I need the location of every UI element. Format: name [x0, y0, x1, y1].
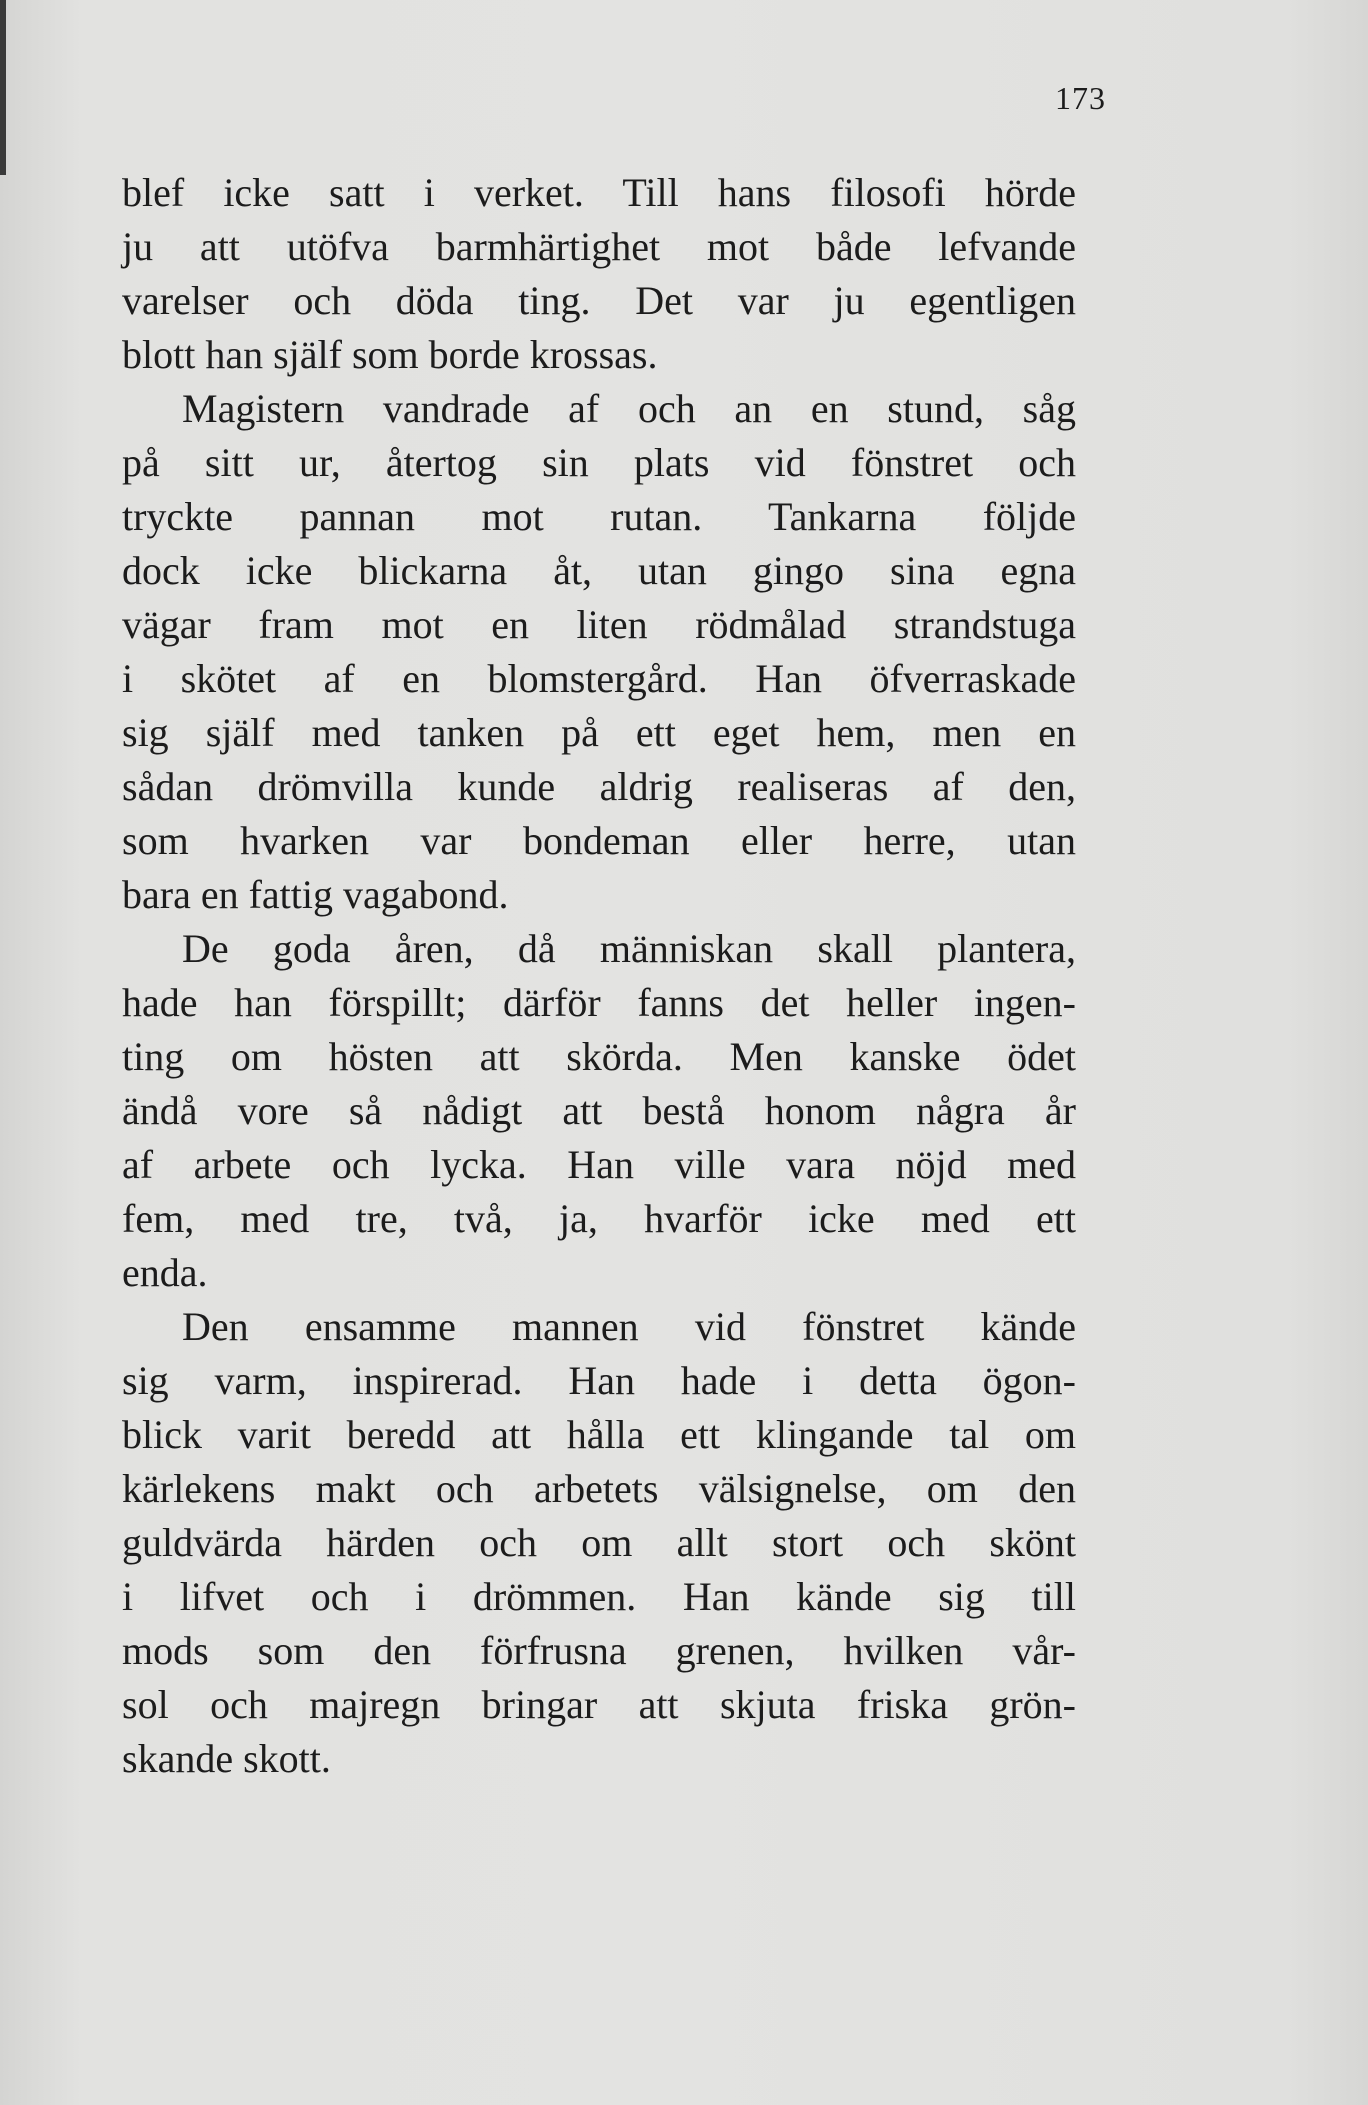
text-line: guldvärda härden och om allt stort och skönt — [122, 1520, 1076, 1565]
text-line: tryckte pannan mot rutan. Tankarna följde — [122, 494, 1076, 539]
body-text — [122, 166, 1076, 1786]
text-line: i skötet af en blomstergård. Han öfverraskade — [122, 656, 1076, 701]
text-line: sådan drömvilla kunde aldrig realiseras af den, — [122, 764, 1076, 809]
text-line: ju att utöfva barmhärtighet mot både lefvande — [122, 224, 1076, 269]
text-line: vägar fram mot en liten rödmålad strandstuga — [122, 602, 1076, 647]
paragraph — [122, 1300, 1076, 1786]
text-line: sol och majregn bringar att skjuta friska grön- — [122, 1682, 1076, 1727]
text-line: blick varit beredd att hålla ett klingande tal om — [122, 1412, 1076, 1457]
text-line: i lifvet och i drömmen. Han kände sig till — [122, 1574, 1076, 1619]
text-line: skande skott. — [122, 1736, 331, 1781]
text-line: enda. — [122, 1250, 208, 1295]
text-line: på sitt ur, återtog sin plats vid fönstret och — [122, 440, 1076, 485]
paragraph — [122, 166, 1076, 382]
text-line: ändå vore så nådigt att bestå honom några år — [122, 1088, 1076, 1133]
text-line: hade han förspillt; därför fanns det heller ingen- — [122, 980, 1076, 1025]
text-line: Den ensamme mannen vid fönstret kände — [182, 1304, 1076, 1349]
paragraph — [122, 382, 1076, 922]
text-line: som hvarken var bondeman eller herre, utan — [122, 818, 1076, 863]
text-line: varelser och döda ting. Det var ju egentligen — [122, 278, 1076, 323]
text-line: bara en fattig vagabond. — [122, 872, 509, 917]
page-number: 173 — [1055, 80, 1106, 116]
text-line: kärlekens makt och arbetets välsignelse, om den — [122, 1466, 1076, 1511]
text-line: Magistern vandrade af och an en stund, såg — [182, 386, 1076, 431]
text-line: blott han själf som borde krossas. — [122, 332, 658, 377]
text-line: fem, med tre, två, ja, hvarför icke med ett — [122, 1196, 1076, 1241]
text-line: ting om hösten att skörda. Men kanske ödet — [122, 1034, 1076, 1079]
text-line: dock icke blickarna åt, utan gingo sina egna — [122, 548, 1076, 593]
text-line: mods som den förfrusna grenen, hvilken vår- — [122, 1628, 1076, 1673]
text-line: af arbete och lycka. Han ville vara nöjd med — [122, 1142, 1076, 1187]
text-line: De goda åren, då människan skall plantera, — [182, 926, 1076, 971]
text-line: sig varm, inspirerad. Han hade i detta ögon- — [122, 1358, 1076, 1403]
text-line: sig själf med tanken på ett eget hem, men en — [122, 710, 1076, 755]
text-line: blef icke satt i verket. Till hans filosofi hörde — [122, 170, 1076, 215]
page-edge-shadow — [0, 0, 6, 175]
paragraph — [122, 922, 1076, 1300]
